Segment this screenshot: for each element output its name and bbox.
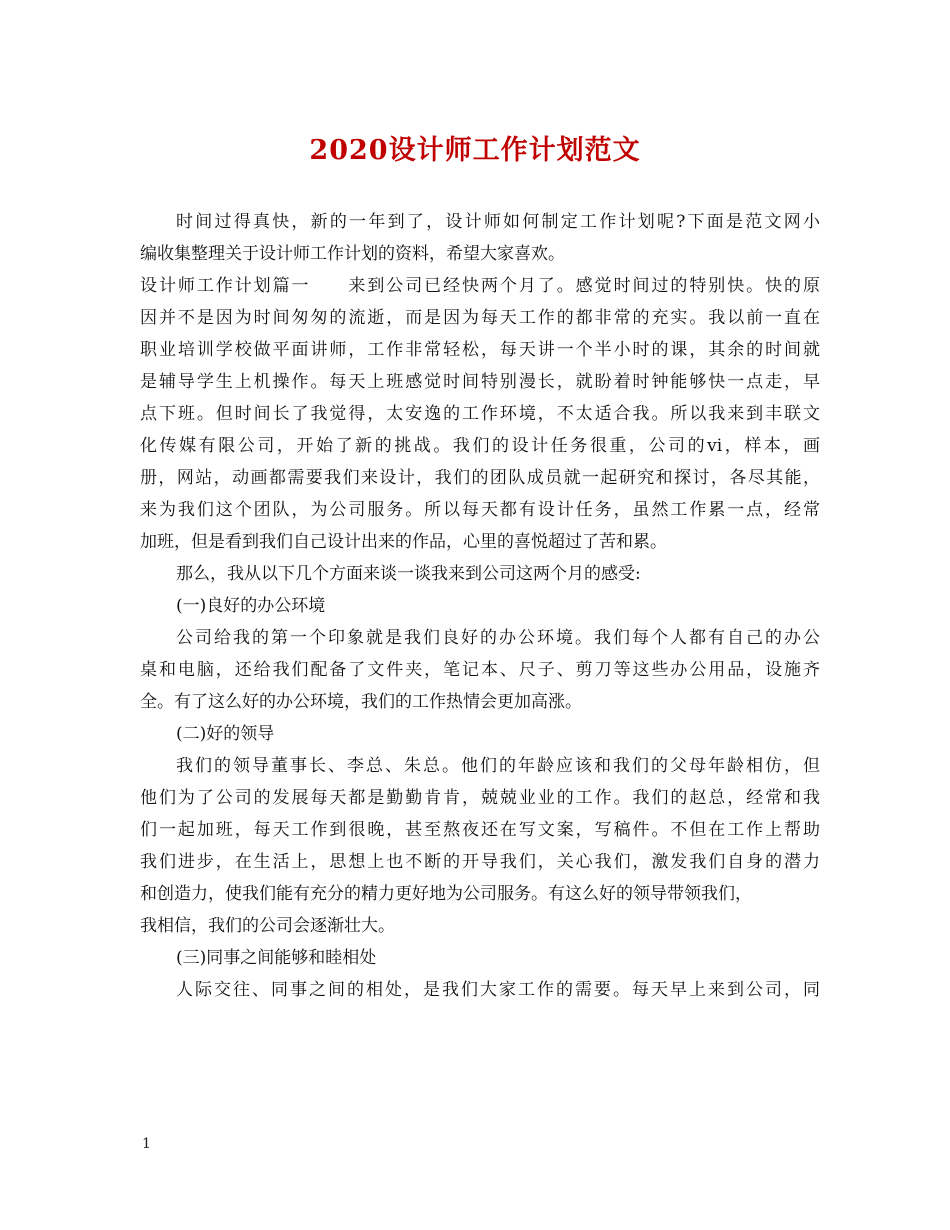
text-line: 我们的领导董事长、李总、朱总。他们的年龄应该和我们的父母年龄相仿，但 (176, 756, 820, 776)
text-line: 加班，但是看到我们自己设计出来的作品，心里的喜悦超过了苦和累。 (140, 532, 667, 552)
text-line: 设计师工作计划篇一 来到公司已经快两个月了。感觉时间过的特别快。快的原 (140, 276, 820, 296)
text-line: 册，网站，动画都需要我们来设计，我们的团队成员就一起研究和探讨，各尽其能， (140, 468, 820, 488)
text-line: 全。有了这么好的办公环境，我们的工作热情会更加高涨。 (140, 692, 582, 712)
text-line: 职业培训学校做平面讲师，工作非常轻松，每天讲一个半小时的课，其余的时间就 (140, 340, 820, 360)
text-line: 和创造力，使我们能有充分的精力更好地为公司服务。有这么好的领导带领我们， (140, 884, 752, 904)
section-heading: (三)同事之间能够和睦相处 (176, 948, 377, 968)
text-line: 公司给我的第一个印象就是我们良好的办公环境。我们每个人都有自己的办公 (176, 628, 820, 648)
text-line: 点下班。但时间长了我觉得，太安逸的工作环境，不太适合我。所以我来到丰联文 (140, 404, 820, 424)
text-line: 他们为了公司的发展每天都是勤勤肯肯，兢兢业业的工作。我们的赵总，经常和我 (140, 788, 820, 808)
text-line: 桌和电脑，还给我们配备了文件夹，笔记本、尺子、剪刀等这些办公用品，设施齐 (140, 660, 820, 680)
text-line: 我们进步，在生活上，思想上也不断的开导我们，关心我们，激发我们自身的潜力 (140, 852, 820, 872)
text-line: 编收集整理关于设计师工作计划的资料，希望大家喜欢。 (140, 244, 565, 264)
document-body (140, 206, 820, 1006)
section-heading: (一)良好的办公环境 (176, 596, 326, 616)
text-line: 因并不是因为时间匆匆的流逝，而是因为每天工作的都非常的充实。我以前一直在 (140, 308, 820, 328)
section-heading: (二)好的领导 (176, 724, 275, 744)
text-line: 时间过得真快，新的一年到了，设计师如何制定工作计划呢?下面是范文网小 (176, 212, 820, 232)
text-line: 们一起加班，每天工作到很晚，甚至熬夜还在写文案，写稿件。不但在工作上帮助 (140, 820, 820, 840)
text-line: 那么，我从以下几个方面来谈一谈我来到公司这两个月的感受: (176, 564, 641, 584)
text-line: 来为我们这个团队，为公司服务。所以每天都有设计任务，虽然工作累一点，经常 (140, 500, 820, 520)
text-line: 人际交往、同事之间的相处，是我们大家工作的需要。每天早上来到公司，同 (176, 980, 820, 1000)
text-line: 是辅导学生上机操作。每天上班感觉时间特别漫长，就盼着时钟能够快一点走，早 (140, 372, 820, 392)
text-line: 我相信，我们的公司会逐渐壮大。 (140, 916, 395, 936)
text-line: 化传媒有限公司，开始了新的挑战。我们的设计任务很重，公司的vi，样本，画 (140, 436, 820, 456)
document-title: 2020设计师工作计划范文 (309, 135, 641, 166)
page-number: 1 (142, 1136, 151, 1152)
